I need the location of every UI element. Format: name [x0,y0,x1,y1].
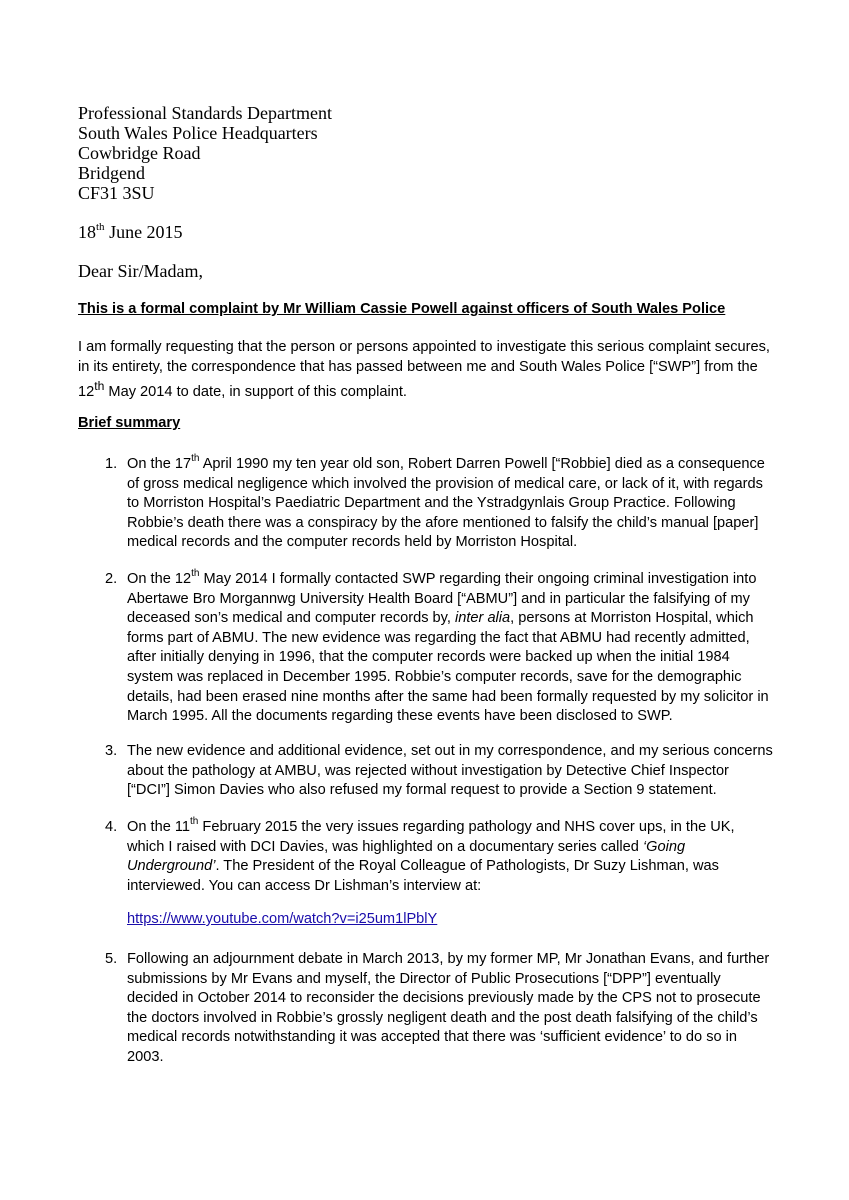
address-line: Cowbridge Road [78,143,201,163]
item-emphasis: ‘Going Underground’ [127,838,686,875]
list-item [105,455,775,553]
date-rest: June 2015 [104,222,183,242]
youtube-link[interactable]: https://www.youtube.com/watch?v=i25um1lPblY [127,911,438,927]
intro-text: I am formally requesting that the person or persons appointed to investigate this serious complaint secures, in its entirety, the correspondence that has passed between me and South Wales Police [“SWP”] from the 12 [78,339,770,401]
list-item [105,742,775,801]
address-line: Professional Standards Department [78,103,332,123]
item-text-part: On the 17 [127,456,192,472]
intro-paragraph [78,338,778,403]
date-suffix: th [96,221,105,233]
item-text [127,742,775,801]
item-number: 4. [105,819,118,835]
list-item [105,818,775,896]
item-text-part: Following an adjournment debate in March 2013, by my former MP, Mr Jonathan Evans, and further submissions by Mr Evans and myself, the Director of Public Prosecutions [“DPP”] eventually decided in October 2014 to reconsider the decisions previously made by the CPS not to prosecute the doctors involved in Robbie’s grossly negligent death and the post death falsifying of the child’s medical records notwithstanding it was accepted that there was ‘sufficient evidence’ to do so in 2003. [127,951,770,1065]
item-number: 3. [105,743,118,759]
item-number: 2. [105,571,118,587]
item-sup: th [191,568,200,580]
item-text-part: . The President of the Royal Colleague of Pathologists, Dr Suzy Lishman, was interviewed. You can access Dr Lishman’s interview at: [127,858,719,894]
summary-heading: Brief summary [78,415,181,431]
item-sup: th [190,816,199,828]
item-text-part: On the 11 [127,819,191,835]
item-text [127,455,775,553]
intro-text: May 2014 to date, in support of this complaint. [104,384,407,401]
item-number: 1. [105,456,118,472]
item-text [127,570,775,727]
address-line: Bridgend [78,163,145,183]
intro-sup: th [94,379,105,394]
letter-date [78,222,183,243]
address-line: South Wales Police Headquarters [78,123,318,143]
item-text-part: February 2015 the very issues regarding pathology and NHS cover ups, in the UK, which I raised with DCI Davies, was highlighted on a documentary series called [127,819,735,855]
list-item [105,570,775,727]
item-text [127,950,775,1068]
salutation: Dear Sir/Madam, [78,261,203,281]
subject-heading: This is a formal complaint by Mr William Cassie Powell against officers of South Wales Police [78,301,726,317]
item-text [127,818,775,896]
item-number: 5. [105,951,118,967]
item-text-part: , persons at Morriston Hospital, which forms part of ABMU. The new evidence was regarding the fact that ABMU had recently admitted, after initially denying in 1996, that the computer records were backed up when the initial 1984 system was replaced in December 1995. Robbie’s computer records, save for the demographic details, had been erased nine months after the same had been formally requested by my solicitor in March 1995. All the documents regarding these events have been disclosed to SWP. [127,610,769,725]
item-text-part: The new evidence and additional evidence, set out in my correspondence, and my serious concerns about the pathology at AMBU, was rejected without investigation by Detective Chief Inspector [“DCI”] Simon Davies who also refused my formal request to provide a Section 9 statement. [127,743,773,799]
item-text-part: On the 12 [127,571,192,587]
item-emphasis: inter alia [455,610,511,627]
address-line: CF31 3SU [78,183,155,203]
item-sup: th [191,453,200,465]
item-text-part: April 1990 my ten year old son, Robert Darren Powell [“Robbie] died as a consequence of gross medical negligence which involved the provision of medical care, or lack of it, with regards to Morriston Hospital’s Paediatric Department and the Ystradgynlais Group Practice. Following Robbie’s death there was a conspiracy by the afore mentioned to falsify the child’s manual [paper] medical records and the computer records held by Morriston Hospital. [127,456,765,551]
list-item [105,950,775,1068]
recipient-address [78,103,332,203]
date-day: 18 [78,222,96,242]
item-text-part: May 2014 I formally contacted SWP regarding their ongoing criminal investigation into Abertawe Bro Morgannwg University Health Board [“ABMU”] and in particular the falsifying of my deceased son’s medical and computer records by, [127,571,757,627]
